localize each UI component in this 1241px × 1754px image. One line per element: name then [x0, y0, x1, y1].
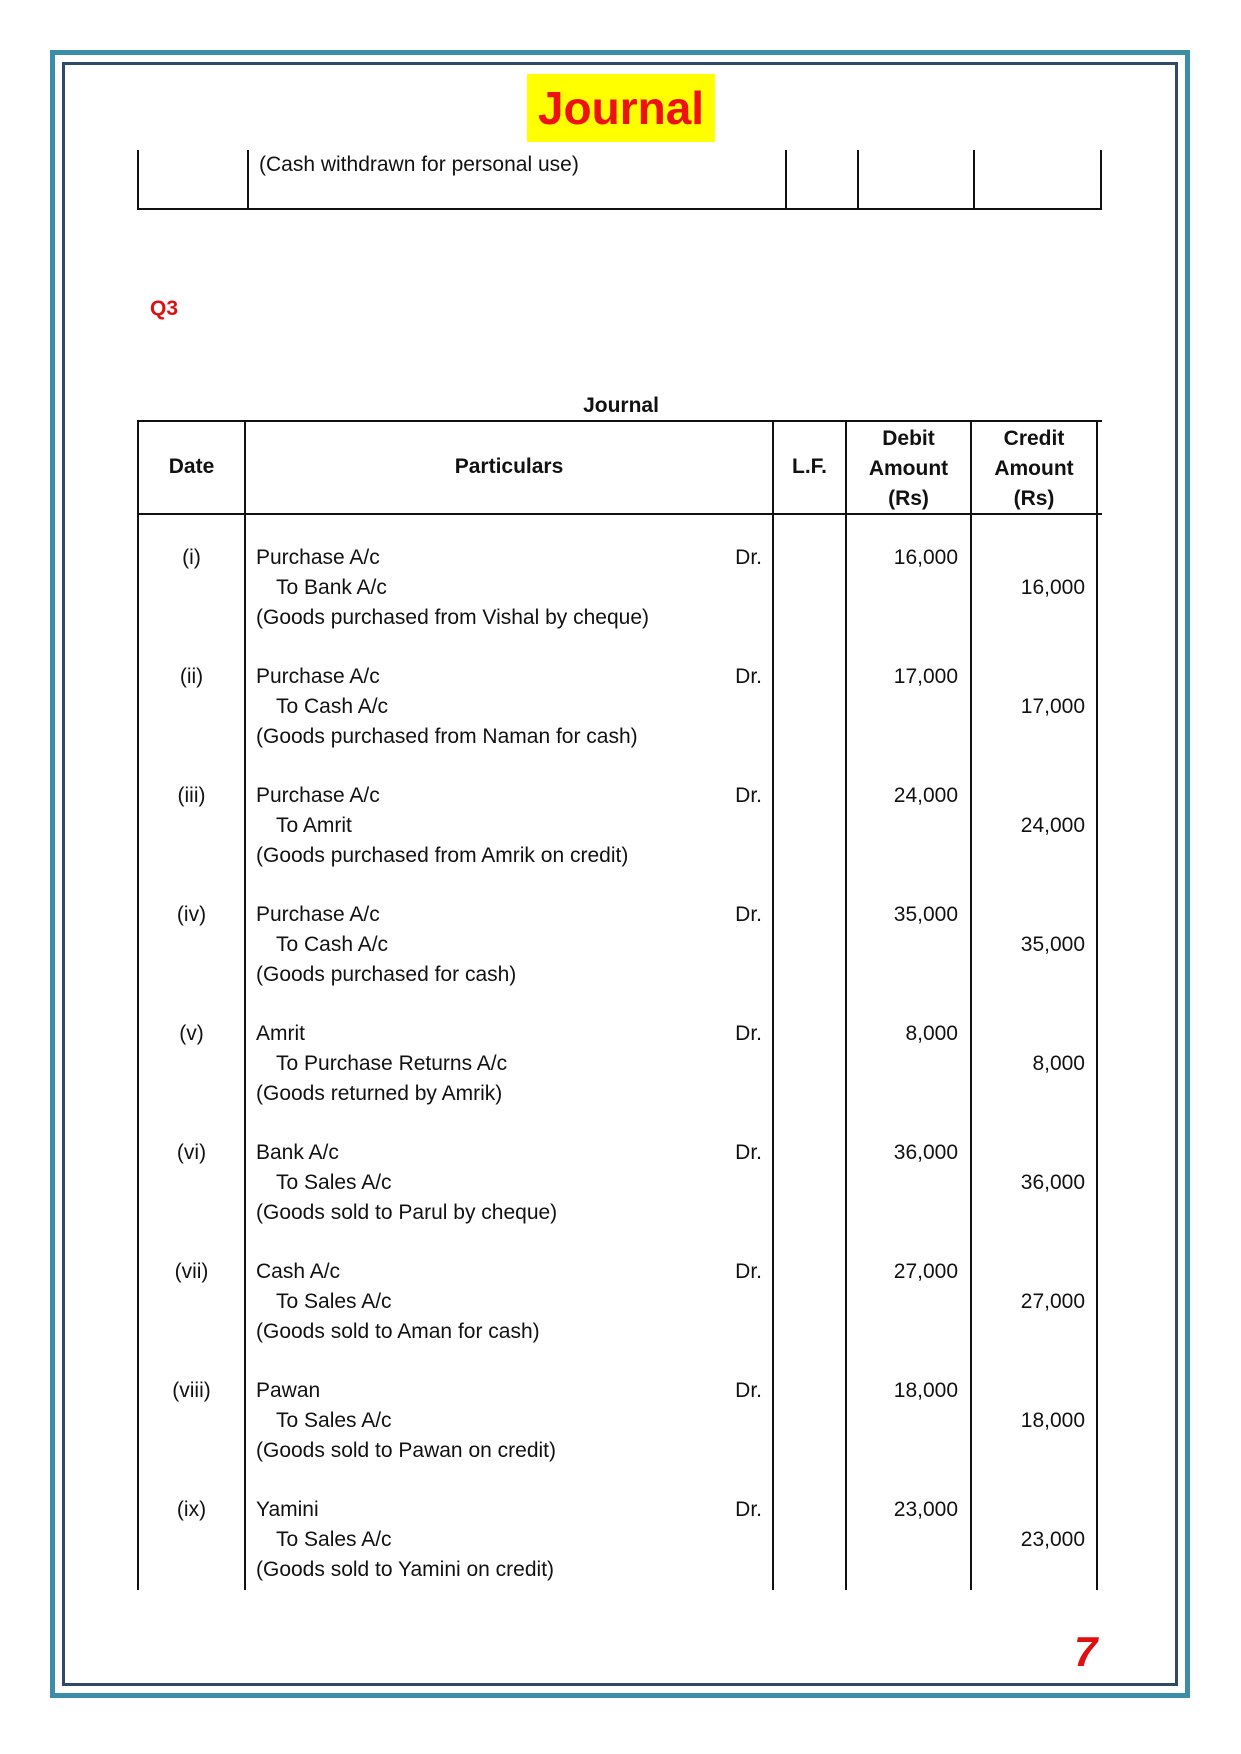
entry-debit-account: Purchase A/c [256, 546, 380, 569]
table-border-left [137, 420, 139, 1590]
entry-dr-marker: Dr. [735, 1379, 762, 1402]
entry-debit-amount: 27,000 [893, 1260, 958, 1283]
entry-credit-account: To Cash A/c [276, 695, 389, 718]
entry-debit-account: Purchase A/c [256, 665, 380, 688]
entry-dr-marker: Dr. [735, 546, 762, 569]
page-number: 7 [1074, 1628, 1098, 1675]
entry-date: (vii) [174, 1260, 209, 1283]
entry-debit-amount: 35,000 [893, 903, 958, 926]
entry-credit-amount: 23,000 [1020, 1528, 1085, 1551]
header-date: Date [168, 455, 215, 478]
entry-credit-amount: 18,000 [1020, 1409, 1085, 1432]
page-title-banner [527, 74, 715, 142]
fragment-divider-date [247, 150, 249, 210]
header-credit-line3: (Rs) [1013, 487, 1055, 510]
entry-credit-amount: 16,000 [1020, 576, 1085, 599]
entry-date: (ii) [179, 665, 204, 688]
entry-date: (v) [179, 1022, 204, 1045]
entry-date: (ix) [176, 1498, 207, 1521]
entry-debit-account: Purchase A/c [256, 903, 380, 926]
journal-caption: Journal [583, 394, 659, 417]
entry-debit-account: Cash A/c [256, 1260, 341, 1283]
header-credit-line2: Amount [994, 457, 1074, 480]
entry-date: (viii) [172, 1379, 211, 1402]
header-debit-line3: (Rs) [888, 487, 929, 510]
entry-debit-amount: 36,000 [893, 1141, 958, 1164]
page-border-inner [62, 62, 1178, 1686]
entry-date: (i) [182, 546, 201, 569]
entry-credit-amount: 27,000 [1020, 1290, 1085, 1313]
entry-dr-marker: Dr. [735, 1141, 762, 1164]
divider-date [244, 420, 246, 1590]
entry-credit-amount: 17,000 [1020, 695, 1085, 718]
entry-narration: (Goods returned by Amrik) [256, 1082, 503, 1105]
entry-narration: (Goods sold to Yamini on credit) [256, 1558, 555, 1581]
entry-credit-account: To Bank A/c [276, 576, 387, 599]
divider-debit [970, 420, 972, 1590]
entry-narration: (Goods sold to Parul by cheque) [256, 1201, 558, 1224]
entry-debit-account: Pawan [256, 1379, 321, 1402]
fragment-divider-debit [973, 150, 975, 210]
entry-narration: (Goods sold to Pawan on credit) [256, 1439, 556, 1462]
entry-debit-amount: 17,000 [893, 665, 958, 688]
question-label: Q3 [150, 297, 179, 320]
entry-narration: (Goods purchased from Naman for cash) [256, 725, 638, 748]
entry-credit-account: To Sales A/c [276, 1409, 392, 1432]
entry-date: (vi) [176, 1141, 207, 1164]
entry-credit-amount: 36,000 [1020, 1171, 1085, 1194]
entry-credit-account: To Amrit [276, 814, 352, 837]
entry-credit-amount: 8,000 [1032, 1052, 1085, 1075]
entry-debit-account: Amrit [256, 1022, 305, 1045]
entry-credit-account: To Purchase Returns A/c [276, 1052, 508, 1075]
entry-date: (iii) [177, 784, 206, 807]
entry-debit-amount: 16,000 [893, 546, 958, 569]
entry-credit-account: To Sales A/c [276, 1528, 392, 1551]
fragment-divider-lf [857, 150, 859, 210]
entry-debit-account: Purchase A/c [256, 784, 380, 807]
fragment-border-left [137, 150, 139, 210]
entry-dr-marker: Dr. [735, 665, 762, 688]
header-lf: L.F. [792, 455, 827, 478]
fragment-border-right [1100, 150, 1102, 210]
entry-dr-marker: Dr. [735, 1498, 762, 1521]
header-debit-line2: Amount [868, 457, 949, 480]
table-top-border [137, 420, 1102, 422]
entry-narration: (Goods sold to Aman for cash) [256, 1320, 540, 1343]
entry-narration: (Goods purchased from Amrik on credit) [256, 844, 629, 867]
entry-debit-amount: 18,000 [893, 1379, 958, 1402]
fragment-narration: (Cash withdrawn for personal use) [259, 153, 579, 176]
entry-debit-account: Bank A/c [256, 1141, 339, 1164]
entry-narration: (Goods purchased for cash) [256, 963, 517, 986]
entry-credit-account: To Cash A/c [276, 933, 389, 956]
page-title: Journal [537, 82, 705, 134]
entry-debit-amount: 24,000 [893, 784, 958, 807]
entry-credit-amount: 24,000 [1020, 814, 1085, 837]
entry-date: (iv) [176, 903, 207, 926]
entry-dr-marker: Dr. [735, 1260, 762, 1283]
divider-lf [845, 420, 847, 1590]
entry-credit-amount: 35,000 [1020, 933, 1085, 956]
fragment-bottom-border [137, 208, 1102, 210]
entry-debit-amount: 23,000 [893, 1498, 958, 1521]
header-debit-line1: Debit [882, 427, 935, 450]
header-credit [972, 424, 1096, 514]
entry-debit-amount: 8,000 [905, 1022, 958, 1045]
header-particulars: Particulars [454, 455, 564, 478]
fragment-divider-particulars [785, 150, 787, 210]
entry-credit-account: To Sales A/c [276, 1171, 392, 1194]
entry-dr-marker: Dr. [735, 903, 762, 926]
entry-dr-marker: Dr. [735, 1022, 762, 1045]
entry-debit-account: Yamini [256, 1498, 319, 1521]
table-border-right [1096, 420, 1098, 1590]
header-debit [847, 424, 970, 514]
entry-narration: (Goods purchased from Vishal by cheque) [256, 606, 649, 629]
header-credit-line1: Credit [1003, 427, 1065, 450]
entry-credit-account: To Sales A/c [276, 1290, 392, 1313]
entry-dr-marker: Dr. [735, 784, 762, 807]
divider-particulars [772, 420, 774, 1590]
